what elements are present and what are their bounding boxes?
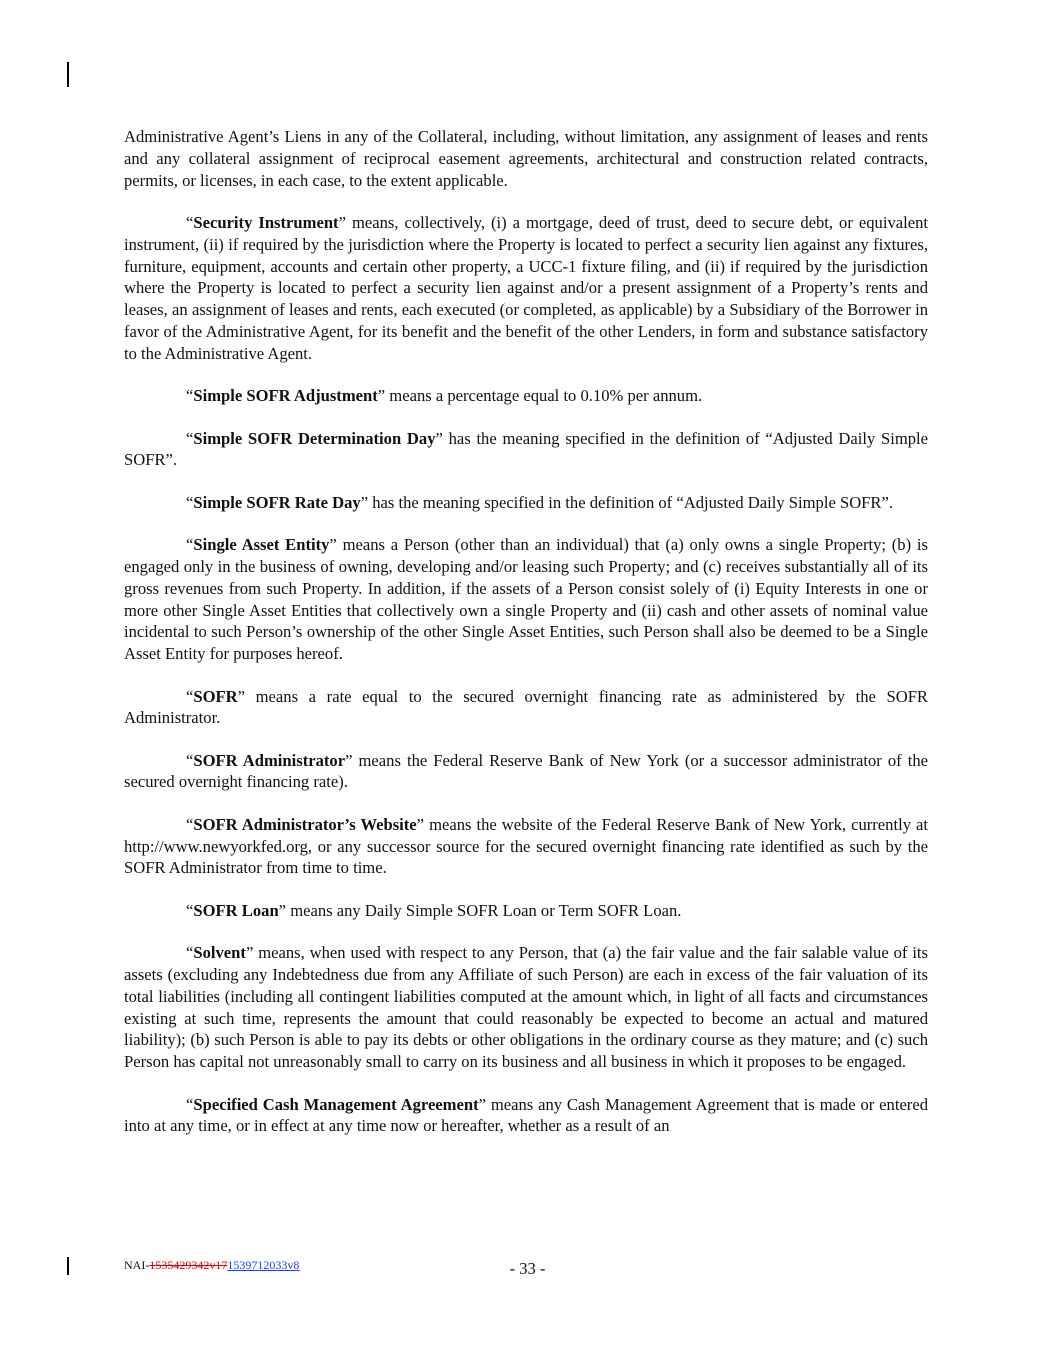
document-id-deleted: 1535429342v17 [149, 1258, 228, 1272]
paragraph-continuation [124, 126, 928, 191]
definition-text: has the meaning specified in the definition of “Adjusted Daily Simple SOFR”. [124, 428, 929, 470]
defined-term: Simple SOFR Determination Day [193, 428, 436, 448]
definition-sofr-administrators-website: “SOFR Administrator’s Website” means the website of the Federal Reserve Bank of New York, currently at http://www.newyorkfed.org, or any successor source for the secured overnight financing rate identified as such by the SOFR Administrator from time to time. [124, 814, 928, 878]
defined-term: SOFR Administrator [193, 750, 346, 770]
change-bar-top [67, 62, 69, 87]
defined-term: SOFR Administrator’s Website [193, 814, 417, 834]
defined-term: Security Instrument [193, 212, 339, 232]
definition-simple-sofr-determination-day: “Simple SOFR Determination Day” has the meaning specified in the definition of “Adjusted Daily Simple SOFR”. [124, 428, 929, 470]
definition-text: means a rate equal to the secured overnight financing rate as administered by the SOFR Administrator. [124, 686, 928, 728]
definition-text: means, collectively, (i) a mortgage, deed of trust, deed to secure debt, or equivalent instrument, (ii) if required by the jurisdiction where the Property is located to perfect a security lien against any fixtures, furniture, equipment, accounts and certain other property, a UCC-1 fixture filing, and (ii) if required by the jurisdiction where the Property is located to perfect a security lien against and/or a present assignment of a Property’s rents and leases, an assignment of leases and rents, each executed (or completed, as applicable) by a Subsidiary of the Borrower in favor of the Administrative Agent, for its benefit and the benefit of the other Lenders, in form and substance satisfactory to the Administrative Agent. [124, 212, 928, 363]
definition-single-asset-entity: “Single Asset Entity” means a Person (other than an individual) that (a) only owns a single Property; (b) is engaged only in the business of owning, developing and/or leasing such Property; and (c) receives substantially all of its gross revenues from such Property. In addition, if the assets of a Person consist solely of (i) Equity Interests in one or more other Single Asset Entities that collectively own a single Property and (ii) cash and other assets of nominal value incidental to such Person’s ownership of the other Single Asset Entities, such Person shall also be deemed to be a Single Asset Entity for purposes hereof. [124, 535, 928, 664]
definition-simple-sofr-adjustment: “Simple SOFR Adjustment” means a percentage equal to 0.10% per annum. [186, 386, 703, 406]
definition-text: means a percentage equal to 0.10% per annum. [385, 386, 703, 406]
definition-text: has the meaning specified in the definition of “Adjusted Daily Simple SOFR”. [368, 492, 893, 512]
definition-simple-sofr-rate-day: “Simple SOFR Rate Day” has the meaning specified in the definition of “Adjusted Daily Simple SOFR”. [186, 492, 893, 512]
document-id-inserted: 1539712033v8 [227, 1258, 300, 1272]
definition-security-instrument: “Security Instrument” means, collectively, (i) a mortgage, deed of trust, deed to secure debt, or equivalent instrument, (ii) if required by the jurisdiction where the Property is located to perfect a security lien against any fixtures, furniture, equipment, accounts and certain other property, a UCC-1 fixture filing, and (ii) if required by the jurisdiction where the Property is located to perfect a security lien against and/or a present assignment of a Property’s rents and leases, an assignment of leases and rents, each executed (or completed, as applicable) by a Subsidiary of the Borrower in favor of the Administrative Agent, for its benefit and the benefit of the other Lenders, in form and substance satisfactory to the Administrative Agent. [124, 212, 928, 363]
defined-term: Solvent [193, 943, 246, 963]
definition-solvent: “Solvent” means, when used with respect to any Person, that (a) the fair value and the fair salable value of its assets (excluding any Indebtedness due from any Affiliate of such Person) are each in excess of the fair valuation of its total liabilities (including all contingent liabilities computed at the amount which, in light of all facts and circumstances existing at such time, represents the amount that could reasonably be expected to become an actual and matured liability); (b) such Person is able to pay its debts or other obligations in the ordinary course as they mature; and (c) such Person has capital not unreasonably small to carry on its business and all business in which it proposes to be engaged. [124, 943, 928, 1072]
defined-term: Simple SOFR Rate Day [193, 492, 361, 512]
definition-text: means the Federal Reserve Bank of New York (or a successor administrator of the secured overnight financing rate). [124, 750, 928, 792]
defined-term: SOFR [193, 686, 238, 706]
definition-sofr-loan: “SOFR Loan” means any Daily Simple SOFR Loan or Term SOFR Loan. [186, 900, 682, 920]
definition-text: means any Daily Simple SOFR Loan or Term SOFR Loan. [286, 900, 682, 920]
definition-text: means any Cash Management Agreement that is made or entered into at any time, or in effect at any time now or hereafter, whether as a result of an [124, 1094, 928, 1136]
definition-sofr-administrator: “SOFR Administrator” means the Federal Reserve Bank of New York (or a successor administrator of the secured overnight financing rate). [124, 750, 928, 792]
defined-term: Simple SOFR Adjustment [193, 386, 378, 406]
definition-text: means the website of the Federal Reserve Bank of New York, currently at http://www.newyorkfed.org, or any successor source for the secured overnight financing rate identified as such by the SOFR Administrator from time to time. [124, 814, 928, 878]
definition-text: means, when used with respect to any Person, that (a) the fair value and the fair salable value of its assets (excluding any Indebtedness due from any Affiliate of such Person) are each in excess of the fair valuation of its total liabilities (including all contingent liabilities computed at the amount which, in light of all facts and circumstances existing at such time, represents the amount that could reasonably be expected to become an actual and matured liability); (b) such Person is able to pay its debts or other obligations in the ordinary course as they mature; and (c) such Person has capital not unreasonably small to carry on its business and all business in which it proposes to be engaged. [124, 943, 928, 1072]
page-number: - 33 - [509, 1259, 546, 1278]
defined-term: Specified Cash Management Agreement [193, 1094, 479, 1114]
definition-text: means a Person (other than an individual) that (a) only owns a single Property; (b) is engaged only in the business of owning, developing and/or leasing such Property; and (c) receives substantially all of its gross revenues from such Property. In addition, if the assets of a Person consist solely of (i) Equity Interests in one or more other Single Asset Entities that collectively own a single Property and (ii) cash and other assets of nominal value incidental to such Person’s ownership of the other Single Asset Entities, such Person shall also be deemed to be a Single Asset Entity for purposes hereof. [124, 535, 928, 664]
defined-term: SOFR Loan [193, 900, 279, 920]
defined-term: Single Asset Entity [193, 535, 330, 555]
document-id-prefix: NAI- [124, 1258, 150, 1272]
definition-specified-cash-management-agreement: “Specified Cash Management Agreement” means any Cash Management Agreement that is made or entered into at any time, or in effect at any time now or hereafter, whether as a result of an [124, 1094, 928, 1136]
document-body [124, 126, 928, 1137]
definition-sofr: “SOFR” means a rate equal to the secured overnight financing rate as administered by the SOFR Administrator. [124, 686, 928, 728]
paragraph-text: Administrative Agent’s Liens in any of the Collateral, including, without limitation, any assignment of leases and rents and any collateral assignment of reciprocal easement agreements, architectural and construction related contracts, permits, or licenses, in each case, to the extent applicable. [124, 127, 928, 190]
